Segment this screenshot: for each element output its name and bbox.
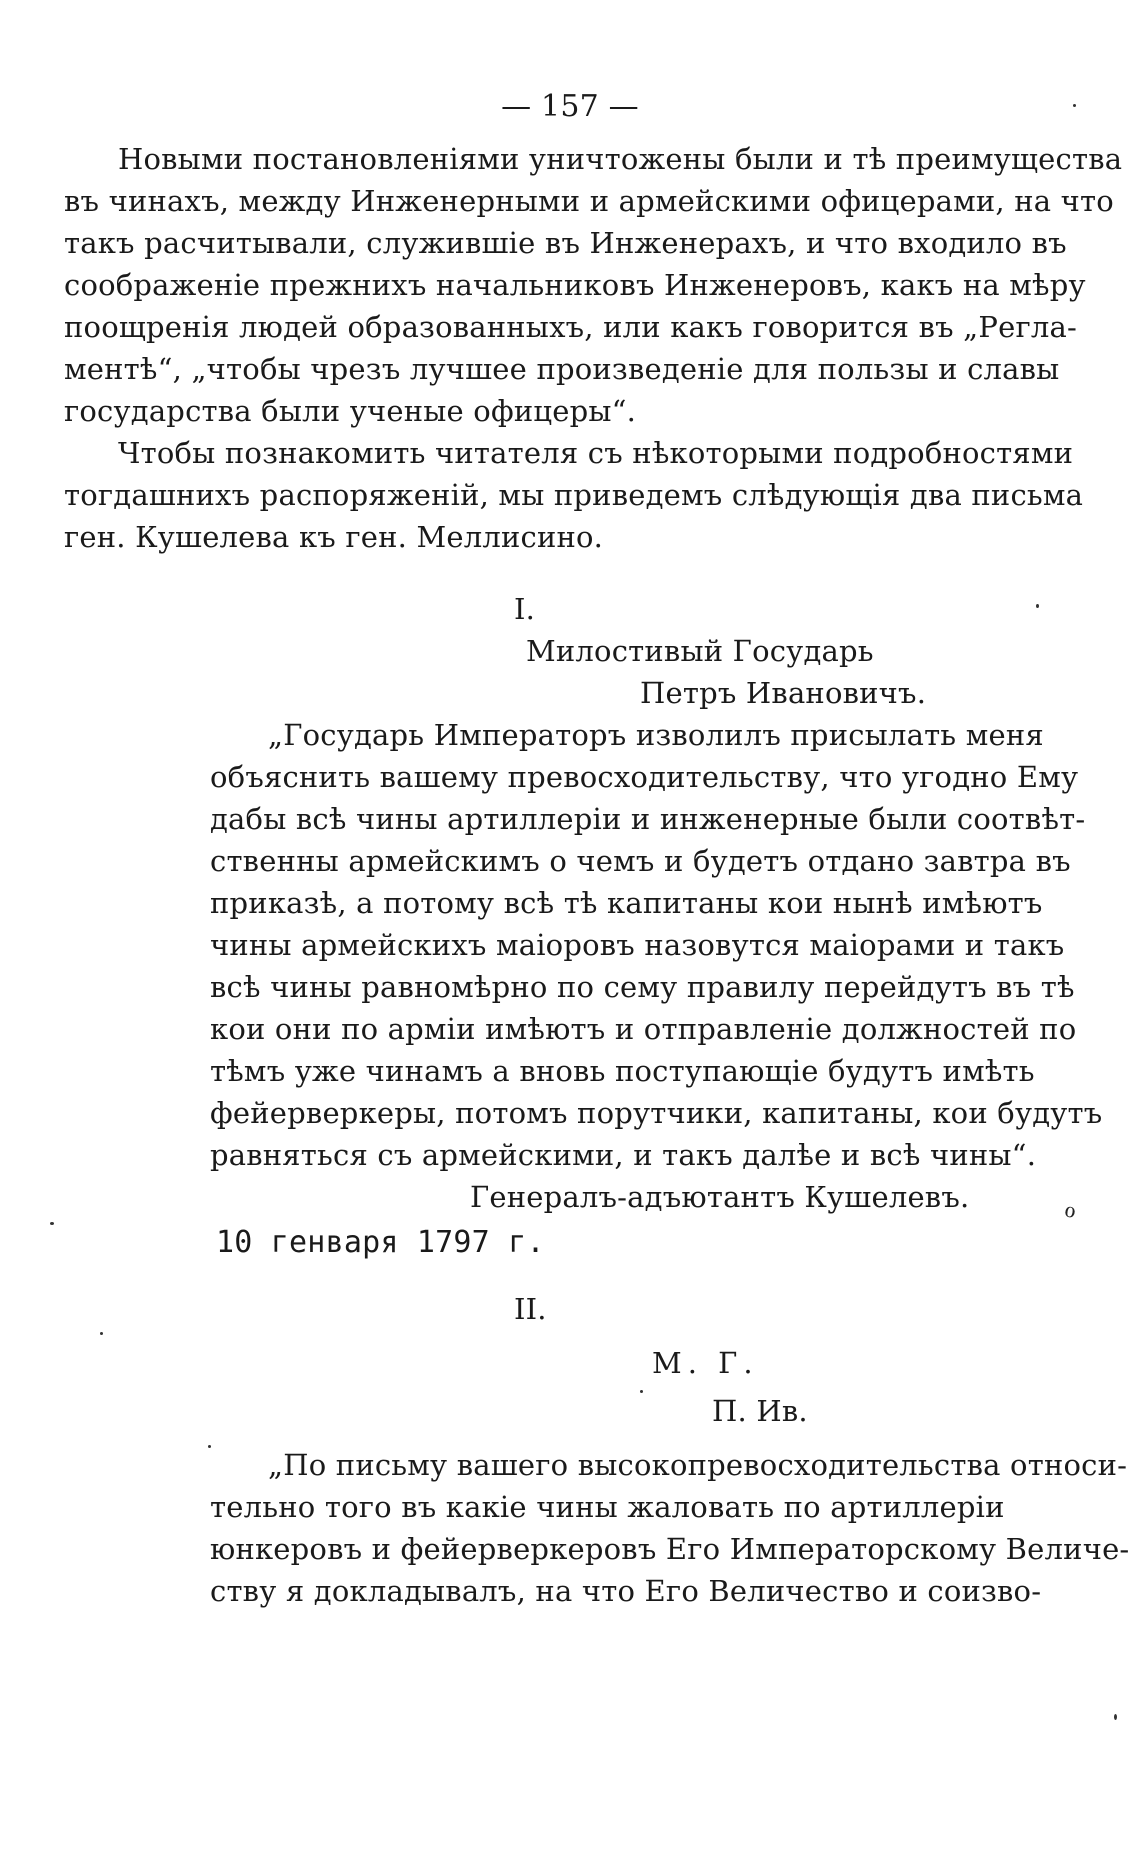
paragraph-1-line: Новыми постановленіями уничтожены были и тѣ преимущества [118, 142, 1123, 176]
scan-speck [50, 1222, 54, 1225]
paragraph-1-line: государства были ученые офицеры“. [64, 394, 637, 428]
letter-1-body-line: дабы всѣ чины артиллеріи и инженерные были соотвѣт- [210, 802, 1086, 836]
letter-1-body-line: тѣмъ уже чинамъ а вновь поступающіе будутъ имѣть [210, 1054, 1035, 1088]
letter-1-salutation-patronymic: Петръ Ивановичъ. [640, 676, 927, 710]
letter-1-body-line: чины армейскихъ маіоровъ назовутся маіорами и такъ [210, 928, 1065, 962]
scan-speck [1114, 1714, 1117, 1720]
letter-1-body-line: объяснить вашему превосходительству, что угодно Ему [210, 760, 1079, 794]
letter-1-body-line: кои они по арміи имѣютъ и отправленіе должностей по [210, 1012, 1077, 1046]
scan-speck [208, 1445, 211, 1448]
letter-2-salutation-initials: М. Г. [652, 1346, 759, 1380]
letter-1-date: 10 генваря 1797 г. [216, 1225, 545, 1260]
scan-speck [640, 1390, 643, 1393]
paragraph-2-line: тогдашнихъ распоряженій, мы приведемъ слѣдующія два письма [64, 478, 1084, 512]
scan-speck [100, 1332, 103, 1335]
letter-2-body-line: тельно того въ какіе чины жаловать по артиллеріи [210, 1490, 1005, 1524]
paragraph-2-line: ген. Кушелева къ ген. Меллисино. [64, 520, 604, 554]
letter-1-body-line: приказѣ, а потому всѣ тѣ капитаны кои нынѣ имѣютъ [210, 886, 1043, 920]
letter-1-body-line: всѣ чины равномѣрно по сему правилу перейдутъ въ тѣ [210, 970, 1075, 1004]
letter-2-body-line: „По письму вашего высокопревосходительства относи- [268, 1448, 1128, 1482]
letter-1-body-line: „Государь Императоръ изволилъ присылать меня [268, 718, 1044, 752]
letter-1-body-line: равняться съ армейскими, и такъ далѣе и всѣ чины“. [210, 1138, 1037, 1172]
letter-1-body-line: ственны армейскимъ о чемъ и будетъ отдано завтра въ [210, 844, 1071, 878]
ink-blot-icon: ℴ [1064, 1194, 1077, 1224]
letter-2-numeral: II. [514, 1292, 547, 1326]
paragraph-1-line: поощренія людей образованныхъ, или какъ говорится въ „Регла- [64, 310, 1077, 344]
paragraph-1-line: въ чинахъ, между Инженерными и армейскими офицерами, на что [64, 184, 1114, 218]
paragraph-1-line: ментѣ“, „чтобы чрезъ лучшее произведеніе для пользы и славы [64, 352, 1060, 386]
letter-1-signature: Генералъ-адъютантъ Кушелевъ. [470, 1180, 970, 1214]
scan-speck [1036, 604, 1039, 608]
letter-2-body-line: ству я докладывалъ, на что Его Величество и соизво- [210, 1574, 1042, 1608]
paragraph-2-line: Чтобы познакомить читателя съ нѣкоторыми подробностями [118, 436, 1074, 470]
paragraph-1-line: соображеніе прежнихъ начальниковъ Инженеровъ, какъ на мѣру [64, 268, 1086, 302]
letter-1-salutation-name: Милостивый Государь [526, 634, 874, 668]
letter-2-salutation-patronymic: П. Ив. [712, 1394, 808, 1428]
letter-2-body-line: юнкеровъ и фейерверкеровъ Его Императорскому Величе- [210, 1532, 1130, 1566]
scan-speck [1073, 104, 1076, 107]
letter-1-body-line: фейерверкеры, потомъ порутчики, капитаны, кои будутъ [210, 1096, 1103, 1130]
letter-1-numeral: I. [514, 592, 536, 626]
paragraph-1-line: такъ расчитывали, служившіе въ Инженерахъ, и что входило въ [64, 226, 1067, 260]
page-number: — 157 — [501, 89, 639, 124]
